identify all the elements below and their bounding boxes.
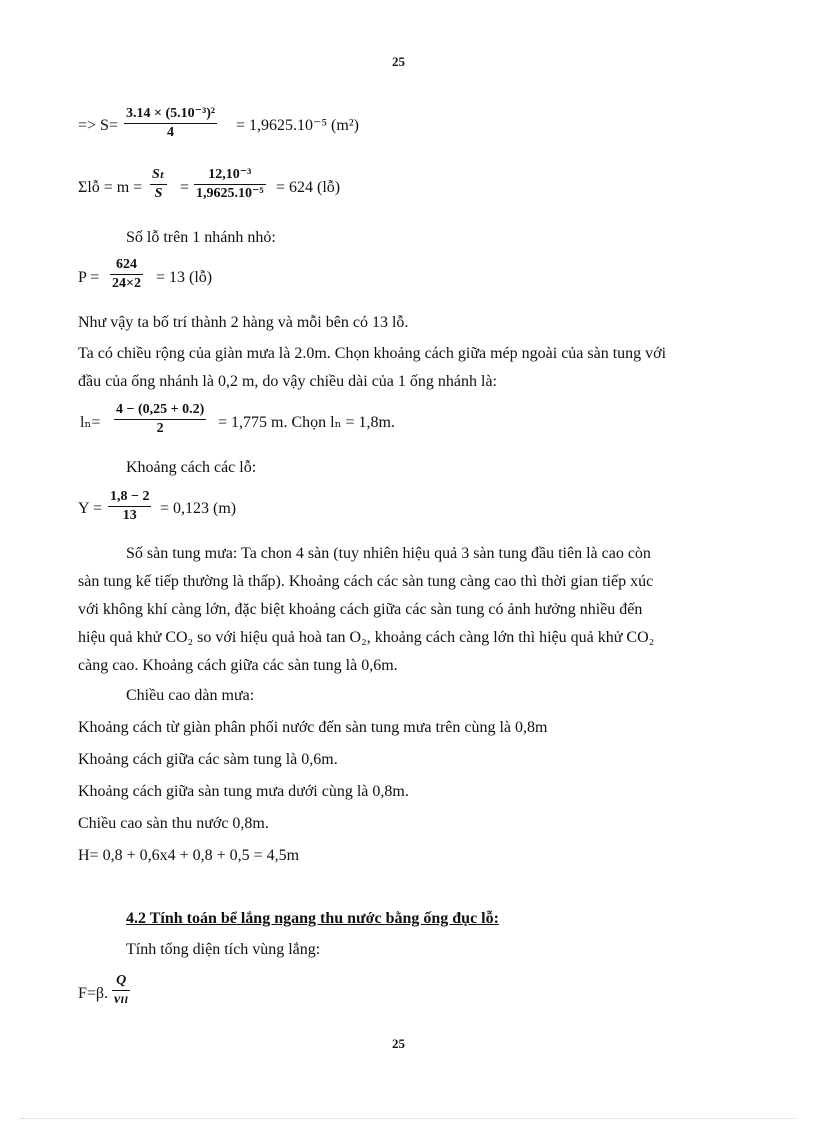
page-number-top: 25 [392,54,405,69]
eq2-f1-denominator: S [154,186,163,201]
eq2-equals: = [180,179,190,196]
eq2-f1-numerator: Sₜ [150,166,167,185]
eq3-fraction [110,256,143,293]
eq1-prefix: => S= [78,117,118,134]
paragraph-width-line-1: Ta có chiều rộng của giàn mưa là 2.0m. Chọn khoảng cách giữa mép ngoài của sàn tung với [78,345,667,362]
eq2-f2-numerator: 12,10⁻³ [194,166,266,185]
eq1-result: = 1,9625.10⁻⁵ (m²) [236,117,359,134]
paragraph-holes-per-branch: Số lỗ trên 1 nhánh nhỏ: [126,229,276,246]
paragraph-floors-line-4: hiệu quả khử CO₂ so với hiệu quả hoà tan O₂, khoảng cách càng lớn thì hiệu quả khử CO₂ [78,629,655,646]
section-heading-4-2: 4.2 Tính toán bể lắng ngang thu nước bằng ống đục lỗ: [126,910,499,927]
eq2-f2-denominator: 1,9625.10⁻⁵ [196,186,264,201]
paragraph-hole-spacing: Khoảng cách các lỗ: [126,459,257,476]
eq2-result: = 624 (lỗ) [276,179,341,196]
eq2-prefix: Σlỗ = m = [78,179,143,196]
eq5-numerator: 1,8 − 2 [108,488,151,507]
paragraph-settling-area: Tính tổng diện tích vùng lắng: [126,941,321,958]
eq3-result: = 13 (lỗ) [156,269,213,286]
paragraph-distance-bottom: Khoảng cách giữa sàn tung mưa dưới cùng là 0,8m. [78,783,409,800]
paragraph-arrangement: Như vậy ta bố trí thành 2 hàng và mỗi bên có 13 lỗ. [78,314,409,331]
eq1-fraction [124,105,217,142]
eq5-denominator: 13 [122,508,137,523]
eq4-result: = 1,775 m. Chọn lₙ = 1,8m. [218,414,395,431]
eq4-numerator: 4 − (0,25 + 0.2) [114,401,206,420]
page-number-bottom: 25 [392,1036,405,1051]
eq5-fraction [108,488,151,525]
eq6-numerator: Q [112,972,130,991]
paragraph-floors-line-3: với không khí càng lớn, đặc biệt khoảng cách giữa các sàn tung có ảnh hưởng nhiều đến [78,601,643,618]
paragraph-distance-between: Khoảng cách giữa các sàm tung là 0,6m. [78,751,338,768]
eq3-prefix: P = [78,269,100,286]
eq1-numerator: 3.14 × (5.10⁻³)² [124,105,217,124]
paragraph-floors-line-5: càng cao. Khoảng cách giữa các sàn tung là 0,6m. [78,657,398,674]
paragraph-rain-tower-height: Chiều cao dàn mưa: [126,687,255,704]
paragraph-distance-top: Khoảng cách từ giàn phân phối nước đến sàn tung mưa trên cùng là 0,8m [78,719,548,736]
eq5-result: = 0,123 (m) [160,500,237,517]
eq5-prefix: Y = [78,500,102,517]
eq3-numerator: 624 [110,256,143,275]
page-bottom-divider [20,1118,796,1119]
eq4-fraction [114,401,206,438]
paragraph-collector-height: Chiều cao sàn thu nước 0,8m. [78,815,269,832]
paragraph-width-line-2: đầu của ống nhánh là 0,2 m, do vậy chiều dài của 1 ống nhánh là: [78,373,497,390]
eq4-denominator: 2 [156,421,164,436]
eq2-fraction-2 [194,166,266,203]
paragraph-floors-line-2: sàn tung kế tiếp thường là thấp). Khoảng cách các sàn tung càng cao thì thời gian tiếp xúc [78,573,654,590]
paragraph-floors-line-1: Số sàn tung mưa: Ta chon 4 sàn (tuy nhiên hiệu quả 3 sàn tung đầu tiên là cao còn [126,545,651,562]
eq6-prefix: F=β. [78,985,109,1002]
eq2-fraction-1 [150,166,167,203]
eq6-denominator: vₗₗ [114,992,129,1007]
eq4-prefix: lₙ= [80,414,101,431]
eq1-denominator: 4 [167,125,175,140]
paragraph-total-height: H= 0,8 + 0,6x4 + 0,8 + 0,5 = 4,5m [78,847,300,864]
eq3-denominator: 24×2 [112,276,141,291]
eq6-fraction [112,972,130,1009]
